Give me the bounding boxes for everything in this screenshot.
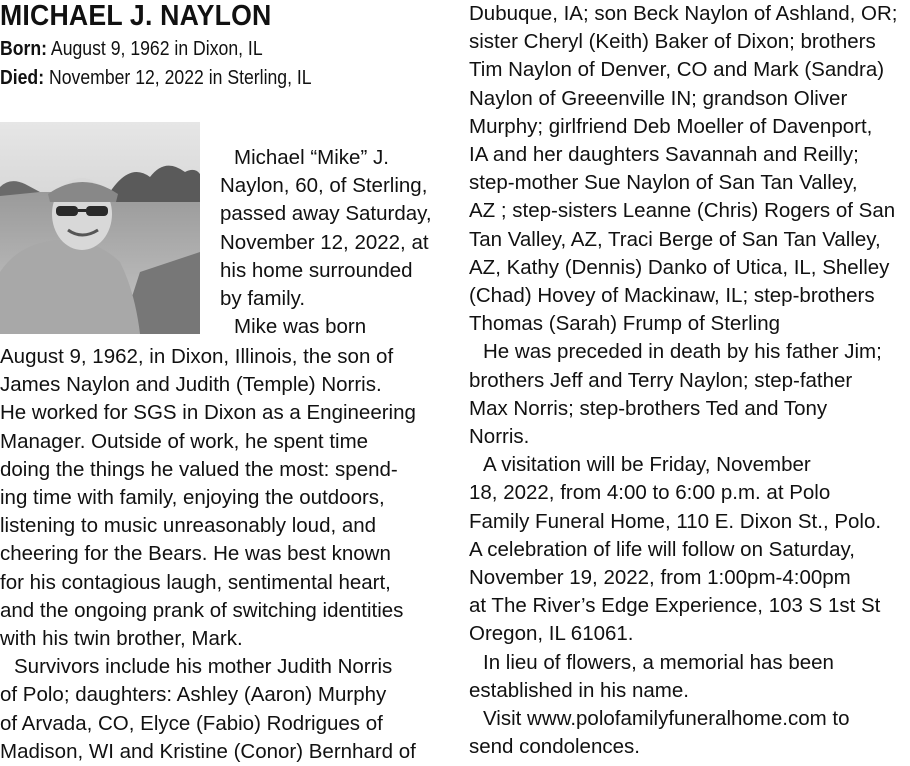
body-line: doing the things he valued the most: spend- <box>0 457 398 481</box>
born-line <box>0 35 263 63</box>
body-line: November 19, 2022, from 1:00pm-4:00pm <box>469 566 851 590</box>
portrait-photo <box>0 122 200 334</box>
body-line: brothers Jeff and Terry Naylon; step-father <box>469 368 853 392</box>
photo-wrap-text <box>220 144 448 341</box>
died-value: November 12, 2022 in Sterling, IL <box>44 66 312 89</box>
wrap-line: Naylon, 60, of Sterling, <box>220 174 428 198</box>
body-line: IA and her daughters Savannah and Reilly; <box>469 143 859 167</box>
body-line: Tan Valley, AZ, Traci Berge of San Tan Valley, <box>469 227 881 251</box>
wrap-line: by family. <box>220 287 306 311</box>
body-line: Norris. <box>469 425 530 449</box>
body-line: Thomas (Sarah) Frump of Sterling <box>469 312 781 336</box>
body-line: He was preceded in death by his father Jim; <box>483 340 882 364</box>
portrait-image <box>0 122 200 334</box>
body-line: Madison, WI and Kristine (Conor) Bernhard of <box>0 739 416 763</box>
body-line: (Chad) Hovey of Mackinaw, IL; step-brothers <box>469 284 875 308</box>
body-line: of Arvada, CO, Elyce (Fabio) Rodrigues of <box>0 711 383 735</box>
body-line: August 9, 1962, in Dixon, Illinois, the son of <box>0 345 394 368</box>
body-line: with his twin brother, Mark. <box>0 627 243 651</box>
body-line: 18, 2022, from 4:00 to 6:00 p.m. at Polo <box>469 481 831 505</box>
body-line: established in his name. <box>469 678 689 702</box>
body-line: listening to music unreasonably loud, and <box>0 514 377 538</box>
body-line: A visitation will be Friday, November <box>483 453 811 477</box>
body-line: In lieu of flowers, a memorial has been <box>483 650 834 674</box>
body-line: Naylon of Greeenville IN; grandson Oliver <box>469 86 848 110</box>
body-line: AZ, Kathy (Dennis) Danko of Utica, IL, Shelley <box>469 255 890 279</box>
body-line: Visit www.polofamilyfuneralhome.com to <box>483 707 850 731</box>
wrap-line: Mike was born <box>234 315 367 339</box>
body-line: AZ ; step-sisters Leanne (Chris) Rogers of San <box>469 199 896 223</box>
body-line: Oregon, IL 61061. <box>469 622 634 646</box>
body-line: ing time with family, enjoying the outdoors, <box>0 486 385 510</box>
body-line: send condolences. <box>469 735 640 759</box>
body-line: Murphy; girlfriend Deb Moeller of Davenport, <box>469 114 873 138</box>
left-column-text <box>0 343 448 766</box>
body-line: A celebration of life will follow on Saturday, <box>469 537 855 561</box>
body-line: at The River’s Edge Experience, 103 S 1st St <box>469 594 881 618</box>
body-line: Tim Naylon of Denver, CO and Mark (Sandra) <box>469 58 885 82</box>
wrap-line: his home surrounded <box>220 258 413 282</box>
body-line: of Polo; daughters: Ashley (Aaron) Murphy <box>0 683 387 707</box>
wrap-line: November 12, 2022, at <box>220 230 429 254</box>
wrap-line: Michael “Mike” J. <box>234 146 389 169</box>
died-label: Died: <box>0 66 45 89</box>
body-line: He worked for SGS in Dixon as a Engineering <box>0 401 416 425</box>
body-line: sister Cheryl (Keith) Baker of Dixon; brothers <box>469 30 876 54</box>
body-line: Family Funeral Home, 110 E. Dixon St., Polo. <box>469 509 882 533</box>
obituary-title: MICHAEL J. NAYLON <box>0 0 272 32</box>
body-line: Dubuque, IA; son Beck Naylon of Ashland, OR; <box>469 2 898 25</box>
body-line: Max Norris; step-brothers Ted and Tony <box>469 396 828 420</box>
born-value: August 9, 1962 in Dixon, IL <box>47 37 263 60</box>
body-line: Survivors include his mother Judith Norris <box>14 655 393 679</box>
born-label: Born: <box>0 37 48 60</box>
wrap-line: passed away Saturday, <box>220 202 432 226</box>
body-line: for his contagious laugh, sentimental heart, <box>0 570 391 594</box>
body-line: Manager. Outside of work, he spent time <box>0 429 369 453</box>
right-column-text <box>469 0 910 761</box>
body-line: James Naylon and Judith (Temple) Norris. <box>0 373 382 397</box>
body-line: and the ongoing prank of switching identities <box>0 598 404 622</box>
body-line: step-mother Sue Naylon of San Tan Valley, <box>469 171 858 195</box>
died-line <box>0 64 312 92</box>
body-line: cheering for the Bears. He was best known <box>0 542 391 566</box>
